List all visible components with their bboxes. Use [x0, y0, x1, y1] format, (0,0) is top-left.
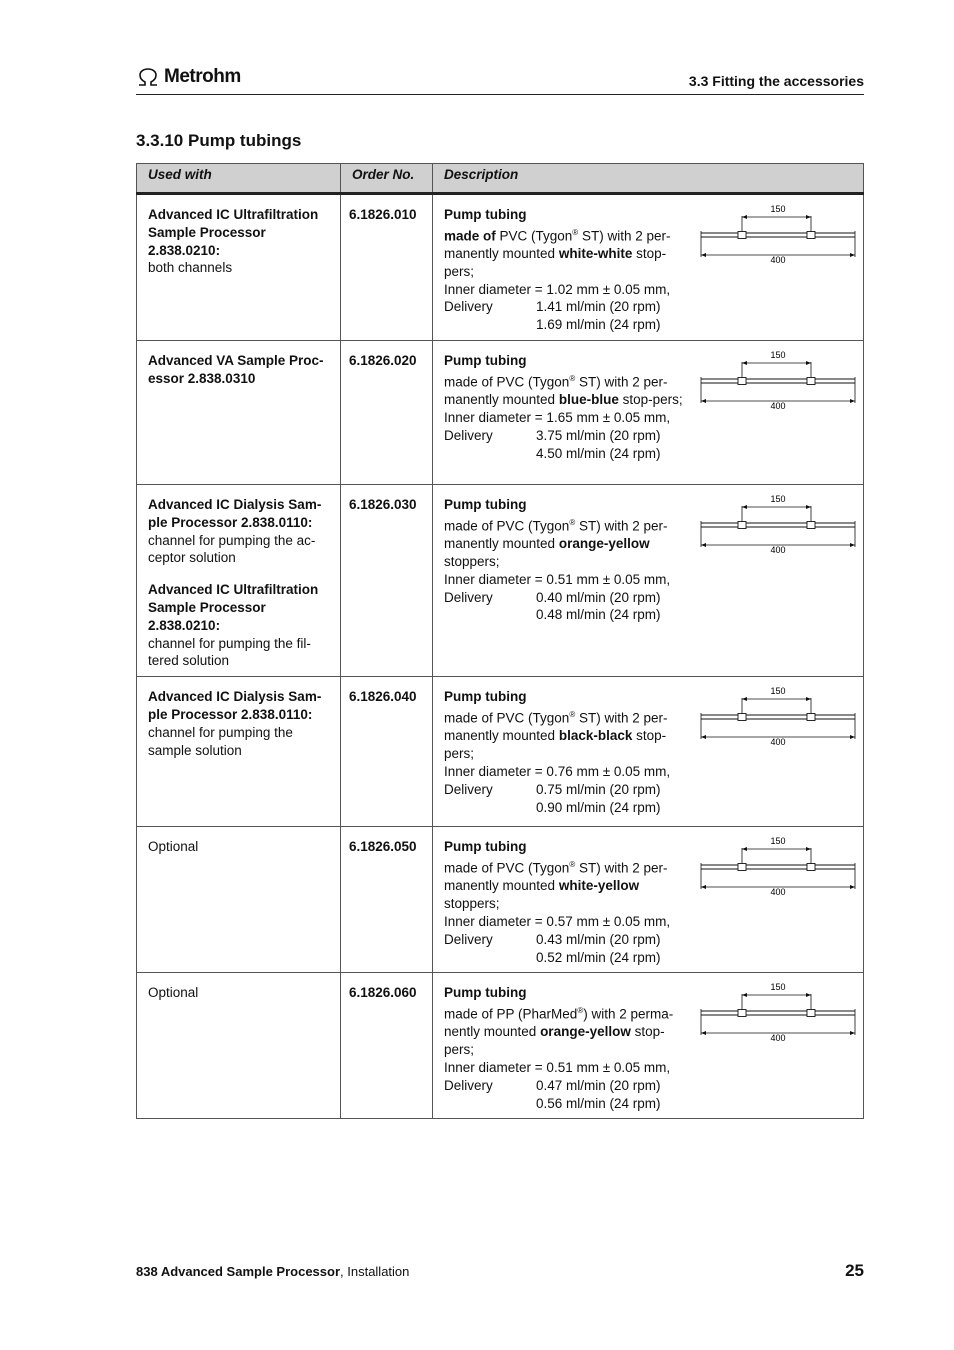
order-number: 6.1826.050 [341, 827, 433, 973]
inner-diameter: Inner diameter = 0.51 mm ± 0.05 mm, [444, 571, 671, 587]
used-with-note: both channels [148, 260, 233, 276]
tubing-dimension-diagram [700, 493, 856, 553]
stopper-suffix: stop-pers; [618, 392, 683, 408]
stopper-suffix: stoppers; [444, 553, 500, 569]
stopper-colors: white-white [558, 246, 633, 262]
brand-logo [136, 66, 241, 88]
section-title: 3.3.10 Pump tubings [136, 131, 302, 150]
brand-name: Metrohm [164, 66, 241, 87]
tubing-dimension-diagram [700, 981, 856, 1041]
description-text [444, 688, 689, 816]
material-suffix: ST) with 2 per-manently mounted [444, 228, 671, 262]
used-with-note: Optional [148, 985, 199, 1001]
used-with-note: channel for pumping the fil-tered solution [148, 635, 311, 669]
description-wrapper [444, 984, 853, 1112]
tubing-diagram [700, 981, 856, 1041]
order-number: 6.1826.060 [341, 973, 433, 1119]
delivery-24 [444, 799, 689, 817]
material-line [444, 1002, 689, 1059]
delivery-24 [444, 606, 689, 624]
delivery-label: Delivery [444, 299, 493, 315]
group-spacer [148, 567, 330, 581]
inner-diameter: Inner diameter = 0.51 mm ± 0.05 mm, [444, 1060, 671, 1076]
description-title: Pump tubing [444, 353, 527, 369]
stopper-colors: orange-yellow [558, 536, 650, 552]
dimension-label-short: 150 [770, 350, 786, 361]
description-title: Pump tubing [444, 985, 527, 1001]
description-title: Pump tubing [444, 497, 527, 513]
registered-mark: ® [569, 710, 576, 720]
material: made of PVC (Tygon [444, 518, 570, 534]
order-number: 6.1826.030 [341, 485, 433, 677]
table-row [137, 677, 864, 827]
column-header-order-no: Order No. [341, 164, 433, 194]
tubing-diagram [700, 493, 856, 553]
section-reference: 3.3 Fitting the accessories [688, 73, 864, 89]
delivery-label: Delivery [444, 931, 493, 947]
stopper-suffix: stop-pers; [444, 1024, 665, 1058]
stopper-colors: blue-blue [558, 392, 619, 408]
delivery-value-24: 1.69 ml/min (24 rpm) [536, 317, 661, 333]
delivery-value-24: 0.48 ml/min (24 rpm) [536, 607, 661, 623]
stopper-suffix: stoppers; [444, 896, 500, 912]
delivery-20 [444, 781, 689, 799]
table-row [137, 341, 864, 485]
dimension-label-long: 400 [770, 1033, 786, 1042]
used-with-cell [137, 827, 341, 973]
description-text [444, 838, 689, 966]
material: made of PVC (Tygon [444, 710, 570, 726]
dimension-label-long: 400 [770, 401, 786, 410]
used-with-device: Advanced IC Ultrafiltration Sample Processor 2.838.0210: [148, 582, 319, 633]
delivery-24 [444, 949, 689, 967]
page-header [136, 62, 864, 95]
dimension-label-long: 400 [770, 887, 786, 896]
material: made of PVC (Tygon [444, 860, 570, 876]
delivery-value-24: 4.50 ml/min (24 rpm) [536, 445, 661, 461]
used-with-note: channel for pumping the ac-ceptor solution [148, 532, 316, 566]
stopper-colors: black-black [558, 728, 633, 744]
page-number: 25 [845, 1261, 864, 1280]
used-with-device: Advanced IC Dialysis Sam-ple Processor 2.838.0110: [148, 689, 322, 723]
dimension-label-short: 150 [770, 686, 786, 697]
delivery-value-20: 3.75 ml/min (20 rpm) [536, 427, 661, 443]
delivery-20 [444, 931, 689, 949]
material-line [444, 514, 689, 571]
registered-mark: ® [577, 1006, 584, 1016]
material-line [444, 224, 689, 281]
description-wrapper [444, 352, 853, 462]
dimension-label-long: 400 [770, 255, 786, 263]
inner-diameter: Inner diameter = 1.65 mm ± 0.05 mm, [444, 409, 671, 425]
tubing-diagram [700, 685, 856, 745]
description-wrapper [444, 688, 853, 816]
description-cell [433, 194, 864, 341]
tubing-dimension-diagram [700, 203, 856, 263]
used-with-cell [137, 973, 341, 1119]
delivery-20 [444, 589, 689, 607]
stopper-suffix: stop-pers; [444, 728, 667, 762]
description-text [444, 206, 689, 334]
delivery-label: Delivery [444, 589, 493, 605]
order-number: 6.1826.020 [341, 341, 433, 485]
tubing-dimension-diagram [700, 835, 856, 895]
description-cell [433, 341, 864, 485]
tubing-diagram [700, 203, 856, 263]
material-suffix: ST) with 2 per-manently mounted [444, 860, 668, 894]
used-with-device: Advanced IC Ultrafiltration Sample Processor 2.838.0210: [148, 207, 319, 258]
made-prefix: made of [444, 228, 496, 244]
order-number: 6.1826.040 [341, 677, 433, 827]
description-wrapper [444, 496, 853, 624]
stopper-suffix: stop-pers; [444, 246, 667, 279]
delivery-20 [444, 427, 689, 445]
delivery-20 [444, 1077, 689, 1095]
delivery-label: Delivery [444, 781, 493, 797]
tubing-dimension-diagram [700, 349, 856, 409]
registered-mark: ® [572, 227, 579, 237]
registered-mark: ® [569, 373, 576, 383]
delivery-value-20: 0.47 ml/min (20 rpm) [536, 1077, 661, 1093]
delivery-value-24: 0.56 ml/min (24 rpm) [536, 1095, 661, 1111]
material-line [444, 370, 689, 409]
delivery-value-20: 1.41 ml/min (20 rpm) [536, 299, 661, 315]
column-header-used-with: Used with [137, 164, 341, 194]
material: made of PVC (Tygon [444, 374, 570, 390]
description-wrapper [444, 206, 853, 334]
delivery-24 [444, 445, 689, 463]
dimension-label-short: 150 [770, 494, 786, 505]
footer-product-name: 838 Advanced Sample Processor [136, 1264, 341, 1279]
used-with-cell [137, 194, 341, 341]
description-cell [433, 973, 864, 1119]
inner-diameter: Inner diameter = 0.57 mm ± 0.05 mm, [444, 913, 671, 929]
description-text [444, 984, 689, 1112]
material-line [444, 856, 689, 913]
tubing-diagram [700, 835, 856, 895]
material-suffix: ) with 2 perma-nently mounted [444, 1006, 674, 1040]
used-with-cell [137, 485, 341, 677]
stopper-colors: white-yellow [558, 878, 640, 894]
table-header-row [137, 164, 864, 194]
dimension-label-short: 150 [770, 204, 786, 214]
description-text [444, 496, 689, 624]
used-with-device: Advanced IC Dialysis Sam-ple Processor 2.838.0110: [148, 497, 322, 530]
pump-tubing-table [136, 163, 864, 1119]
inner-diameter: Inner diameter = 1.02 mm ± 0.05 mm, [444, 281, 671, 297]
material-suffix: ST) with 2 per-manently mounted [444, 518, 668, 552]
registered-mark: ® [569, 517, 576, 527]
table-row [137, 485, 864, 677]
inner-diameter: Inner diameter = 0.76 mm ± 0.05 mm, [444, 763, 671, 779]
delivery-24 [444, 1095, 689, 1113]
used-with-cell [137, 677, 341, 827]
stopper-colors: orange-yellow [540, 1024, 631, 1040]
description-wrapper [444, 838, 853, 966]
delivery-value-20: 0.40 ml/min (20 rpm) [536, 589, 661, 605]
used-with-cell [137, 341, 341, 485]
delivery-label: Delivery [444, 1077, 493, 1093]
delivery-value-24: 0.90 ml/min (24 rpm) [536, 799, 661, 815]
description-title: Pump tubing [444, 207, 527, 222]
material: PVC (Tygon [495, 228, 573, 244]
table-row [137, 827, 864, 973]
used-with-device: Advanced VA Sample Proc-essor 2.838.0310 [148, 353, 324, 386]
delivery-label: Delivery [444, 427, 493, 443]
omega-logo-icon [136, 68, 160, 86]
registered-mark: ® [569, 860, 576, 870]
dimension-label-long: 400 [770, 737, 786, 746]
material-line [444, 706, 689, 763]
table-row [137, 194, 864, 341]
delivery-value-24: 0.52 ml/min (24 rpm) [536, 949, 661, 965]
column-header-description: Description [433, 164, 864, 194]
table-row [137, 973, 864, 1119]
description-title: Pump tubing [444, 839, 527, 855]
delivery-20 [444, 298, 689, 316]
dimension-label-short: 150 [770, 982, 786, 993]
footer-product [136, 1264, 409, 1279]
description-cell [433, 677, 864, 827]
description-title: Pump tubing [444, 689, 527, 705]
footer-product-suffix: , Installation [340, 1264, 410, 1279]
delivery-value-20: 0.43 ml/min (20 rpm) [536, 931, 661, 947]
material-suffix: ST) with 2 per-manently mounted [444, 374, 668, 408]
tubing-dimension-diagram [700, 685, 856, 745]
used-with-note: Optional [148, 839, 199, 855]
tubing-diagram [700, 349, 856, 409]
delivery-24 [444, 316, 689, 334]
material-suffix: ST) with 2 per-manently mounted [444, 710, 668, 744]
description-cell [433, 827, 864, 973]
used-with-note: channel for pumping the sample solution [148, 724, 293, 758]
description-cell [433, 485, 864, 677]
delivery-value-20: 0.75 ml/min (20 rpm) [536, 781, 661, 797]
dimension-label-long: 400 [770, 545, 786, 554]
order-number: 6.1826.010 [341, 194, 433, 341]
material: made of PP (PharMed [444, 1006, 578, 1022]
description-text [444, 352, 689, 462]
dimension-label-short: 150 [770, 836, 786, 847]
